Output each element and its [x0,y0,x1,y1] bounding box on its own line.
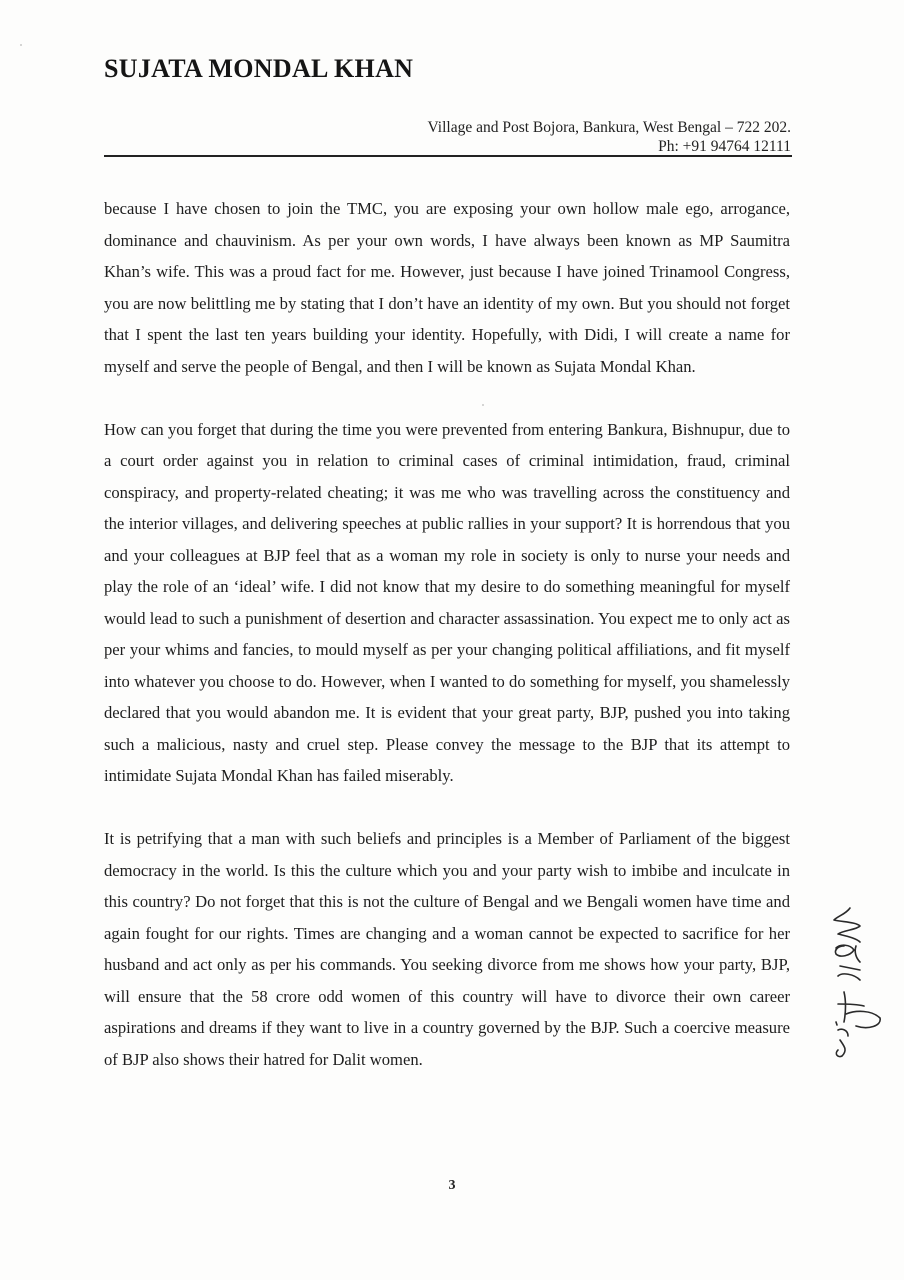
phone-line: Ph: +91 94764 12111 [658,138,791,155]
header-divider [104,155,792,157]
scan-speck [482,404,484,406]
letter-body [104,193,790,1107]
address-line: Village and Post Bojora, Bankura, West Bengal – 722 202. [427,119,791,136]
paragraph-1: because I have chosen to join the TMC, you are exposing your own hollow male ego, arrogance, dominance and chauvinism. As per your own words, I have always been known as MP Saumitra Khan’s wife. This was a proud fact for me. However, just because I have joined Trinamool Congress, you are now belittling me by stating that I don’t have an identity of my own. But you should not forget that I spent the last ten years building your identity. Hopefully, with Didi, I will create a name for myself and serve the people of Bengal, and then I will be known as Sujata Mondal Khan. [104,199,790,376]
signature-icon [816,900,896,1070]
scan-speck [20,44,22,46]
handwritten-signature [816,900,896,1070]
paragraph-2: How can you forget that during the time you were prevented from entering Bankura, Bishnupur, due to a court order against you in relation to criminal cases of criminal intimidation, fraud, criminal conspiracy, and property-related cheating; it was me who was travelling across the constituency and the interior villages, and delivering speeches at public rallies in your support? It is horrendous that you and your colleagues at BJP feel that as a woman my role in society is only to nurse your needs and play the role of an ‘ideal’ wife. I did not know that my desire to do something meaningful for myself would lead to such a punishment of desertion and character assassination. You expect me to only act as per your whims and fancies, to mould myself as per your changing political affiliations, and fit myself into whatever you choose to do. However, when I wanted to do something for myself, you shamelessly declared that you would abandon me. It is evident that your great party, BJP, pushed you into taking such a malicious, nasty and cruel step. Please convey the message to the BJP that its attempt to intimidate Sujata Mondal Khan has failed miserably. [104,419,790,785]
page-number: 3 [448,1178,456,1193]
paragraph-3: It is petrifying that a man with such beliefs and principles is a Member of Parliament of the biggest democracy in the world. Is this the culture which you and your party wish to imbibe and inculcate in this country? Do not forget that this is not the culture of Bengal and we Bengali women have time and again fought for our rights. Times are changing and a woman cannot be expected to sacrifice for her husband and act only as per his commands. You seeking divorce from me shows how your party, BJP, will ensure that the 58 crore odd women of this country will have to divorce their own career aspirations and dreams if they want to live in a country governed by the BJP. Such a coercive measure of BJP also shows their hatred for Dalit women. [104,829,790,1069]
address-block [428,118,791,156]
sender-name: SUJATA MONDAL KHAN [104,54,414,83]
